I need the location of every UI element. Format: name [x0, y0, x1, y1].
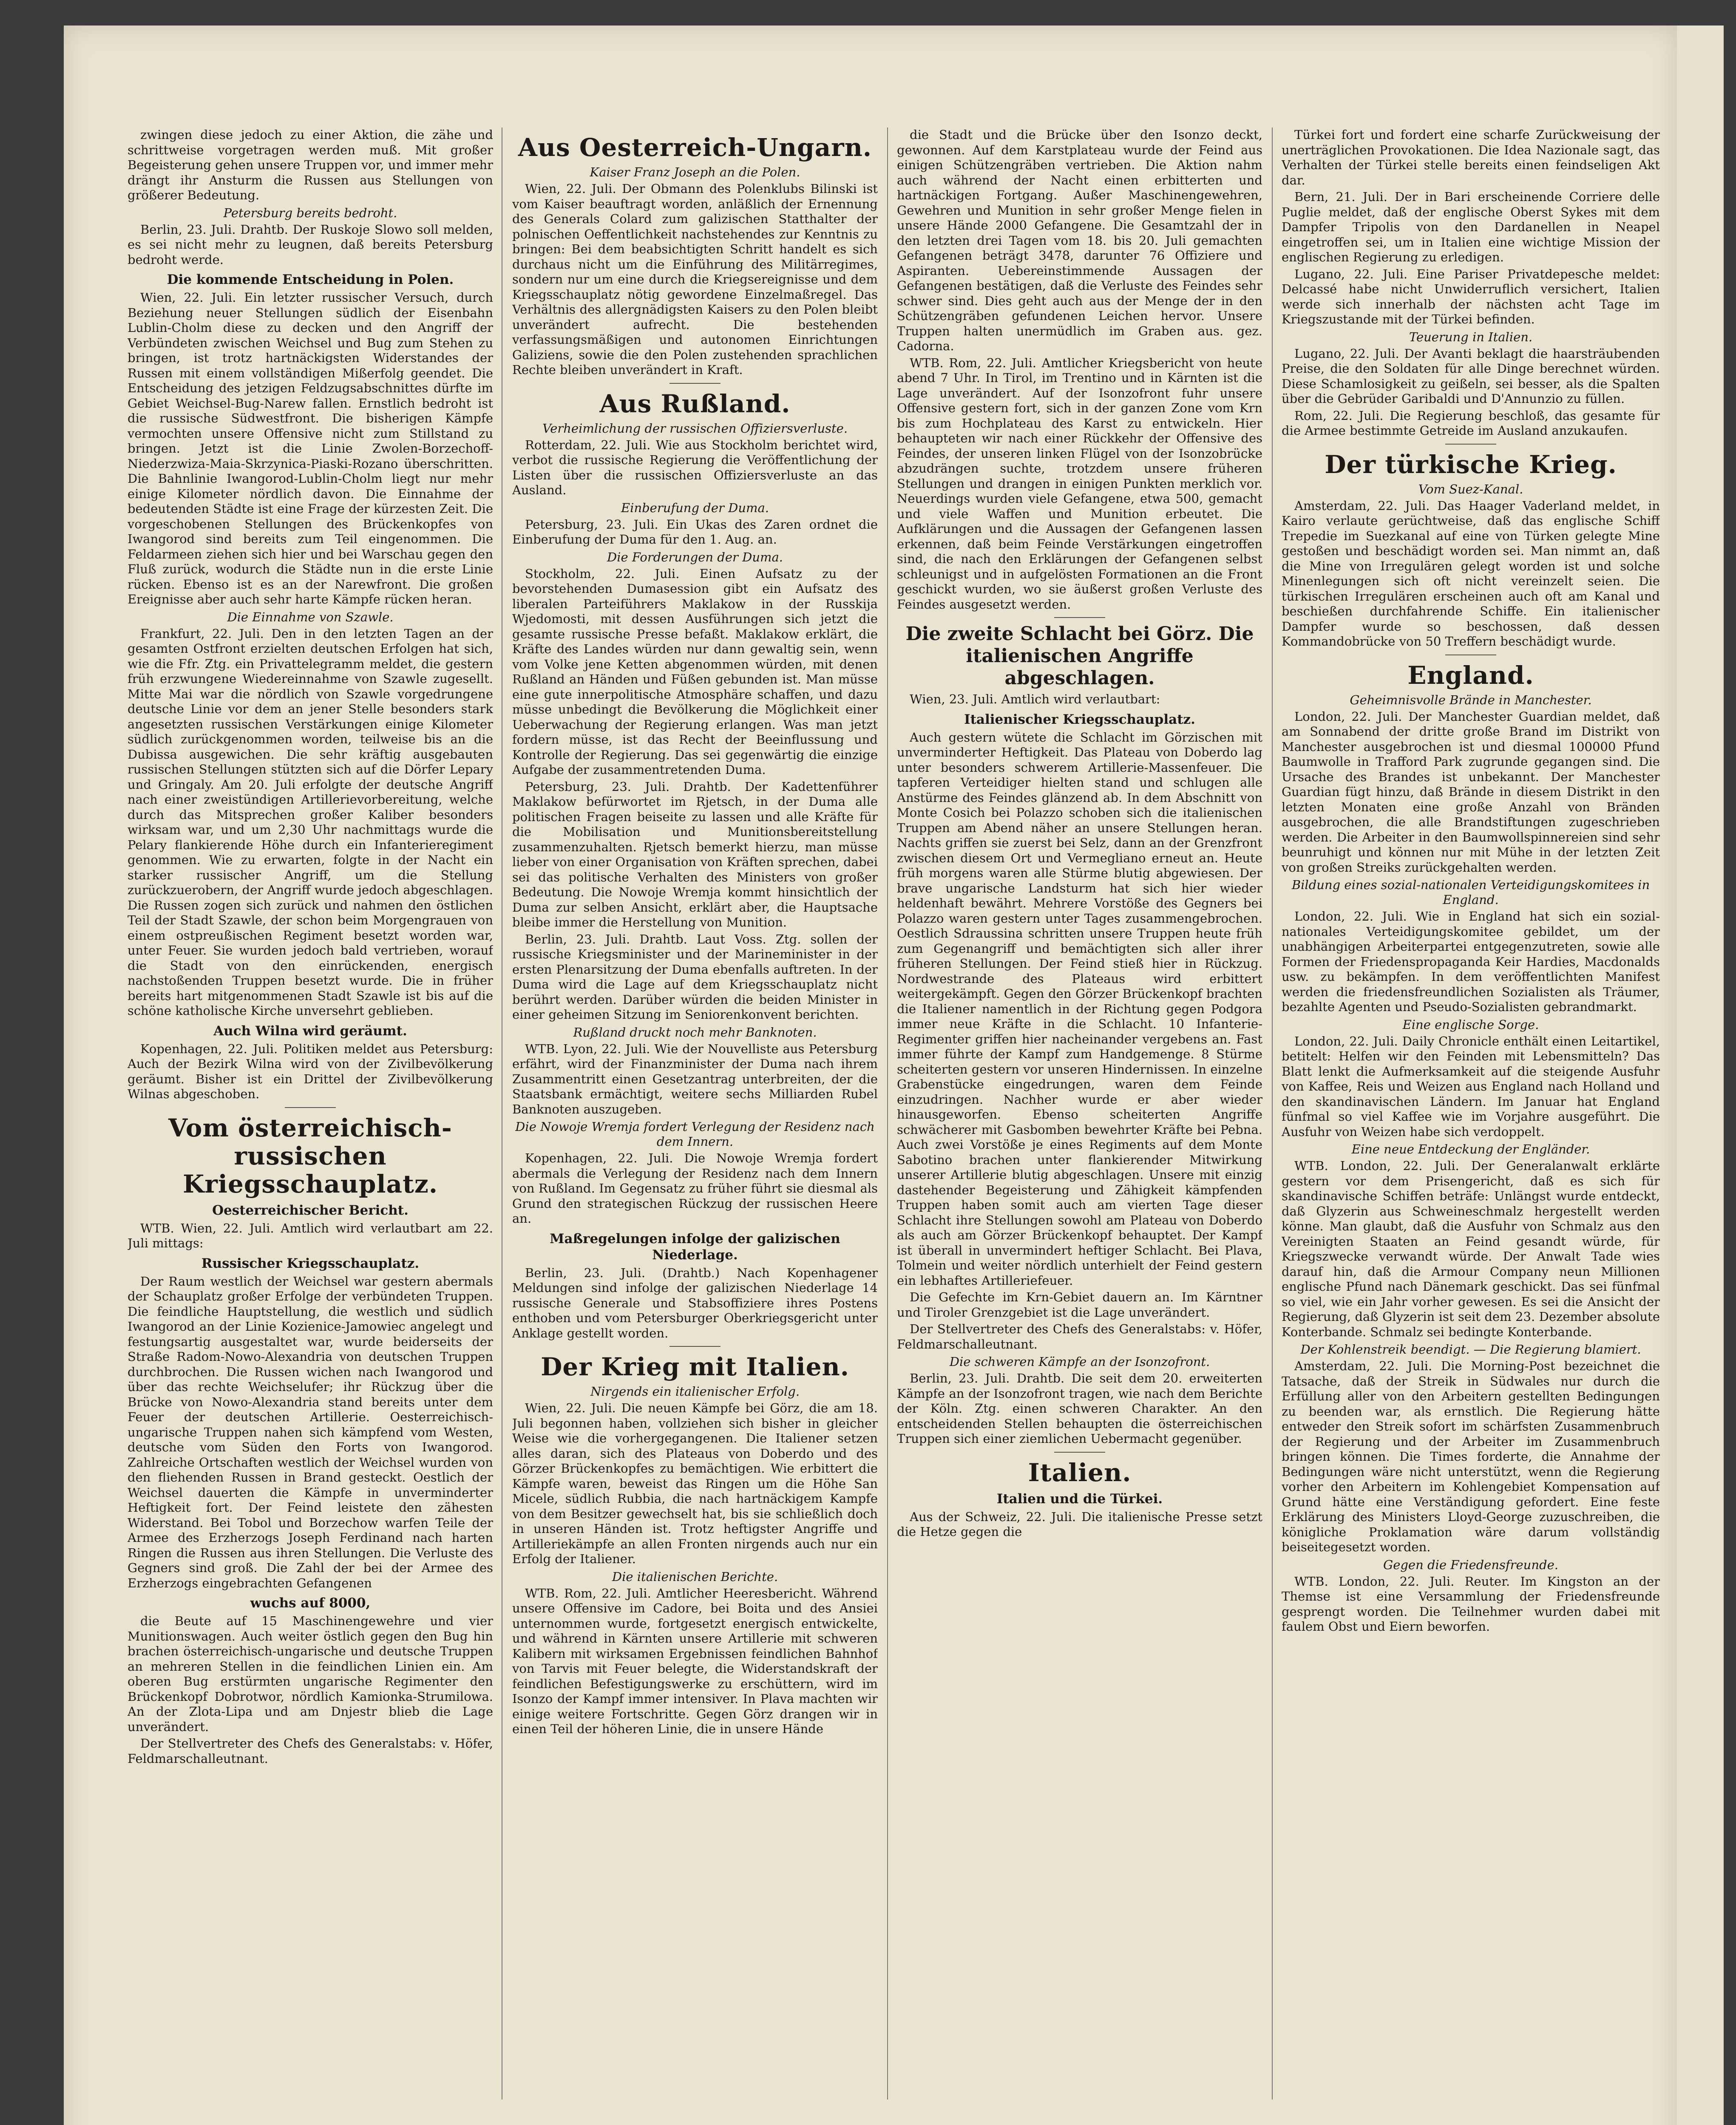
divider	[1054, 1452, 1105, 1453]
signature: Der Stellvertreter des Chefs des Generalstabs: v. Höfer, Feldmarschalleutnant.	[897, 1322, 1262, 1352]
headline: Geheimnisvolle Brände in Manchester.	[1350, 692, 1592, 707]
headline: Rußland druckt noch mehr Banknoten.	[573, 1025, 817, 1040]
article-text: Petersburg, 23. Juli. Ein Ukas des Zaren ordnet die Einberufung der Duma für den 1. Aug. an.	[512, 517, 878, 547]
article-text: Petersburg, 23. Juli. Drahtb. Der Kadettenführer Maklakow befürwortet im Rjetsch, in der Duma alle politischen Fragen beiseite zu lassen und alle Kräfte für die Mobilisation und Munitionsbereitstellung zusammenzuhalten. Rjetsch bemerkt hierzu, man müsse lieber von einer Organisation von Kräften sprechen, dabei sei das politische Verhalten des Ministers von großer Bedeutung. Die Nowoje Wremja kommt hinsichtlich der Duma zur selben Ansicht, erklärt aber, die Hauptsache bleibe immer die Herstellung von Munition.	[512, 779, 878, 929]
article-text: Berlin, 23. Juli. Drahtb. Laut Voss. Ztg. sollen der russische Kriegsminister und der Marineminister in der ersten Plenarsitzung der Duma ebenfalls auftreten. In der Duma wird die Lage auf dem Kriegsschauplatz nicht berührt werden. Darüber würden die beiden Minister in einer geheimen Sitzung im Seniorenkonvent berichten.	[512, 932, 878, 1022]
column-1	[128, 128, 493, 2100]
article-text: Stockholm, 22. Juli. Einen Aufsatz zu der bevorstehenden Dumasession gibt ein Aufsatz des liberalen Parteiführers Maklakow in der Russkija Wjedomosti, mit dessen Ausführungen sich jetzt die gesamte russische Presse befaßt. Maklakow erklärt, die Kräfte des Landes würden nur dann gewaltig sein, wenn vom Volke jene Ketten abgenommen würden, mit denen Rußland an Händen und Füßen gebunden ist. Man müsse eine gute innerpolitische Atmosphäre schaffen, und dazu müsse unbedingt die Bevölkerung die Möglichkeit einer Ueberwachung der Regierung erlangen. Was man jetzt fordern müsse, ist das Recht der Beeinflussung und Kontrolle der Regierung. Das sei gegenwärtig die einzige Aufgabe der zusammentretenden Duma.	[512, 566, 878, 777]
headline: Die Forderungen der Duma.	[607, 550, 783, 564]
article-text: Wien, 22. Juli. Der Obmann des Polenklubs Bilinski ist vom Kaiser beauftragt worden, anläßlich der Ernennung des Generals Colard zum galizischen Statthalter der polnischen Oeffentlichkeit nachstehendes zur Kenntnis zu bringen: Bei dem beabsichtigten Schritt handelt es sich durchaus nicht um die Einführung des Militärregimes, sondern nur um eine durch die Kriegsereignisse und dem Kriegsschauplatz nötig gewordene Einzelmaßregel. Das Verhältnis des allergnädigsten Kaisers zu den Polen bleibt unverändert aufrecht. Die bestehenden verfassungsmäßigen und autonomen Einrichtungen Galiziens, sowie die den Polen zustehenden sprachlichen Rechte bleiben unverändert in Kraft.	[512, 181, 878, 377]
headline: Vom Suez-Kanal.	[1418, 482, 1523, 496]
article-text: Bern, 21. Juli. Der in Bari erscheinende Corriere delle Puglie meldet, daß der englische Oberst Sykes mit dem Dampfer Tripolis von den Dardanellen in Neapel eingetroffen sei, um in Italien eine wichtige Mission der englischen Regierung zu erledigen.	[1282, 190, 1660, 264]
article-text: Amsterdam, 22. Juli. Die Morning-Post bezeichnet die Tatsache, daß der Streik in Südwales nur durch die Erfüllung aller von den Arbeitern gestellten Bedingungen zu beenden war, als ernstlich. Die Regierung hätte entweder den Streik sofort im schärfsten Zusammenbruch der Regierung und der Arbeiter im Zusammenbruch bringen können. Die Times forderte, die Annahme der Bedingungen wäre nicht unterstützt, wenn die Regierung vorher den Arbeitern im Kohlengebiet Kompensation auf Grund hätte eine Verständigung gefordert. Eine feste Erklärung des Ministers Lloyd-George zuzuschreiben, die königliche Proklamation wäre darum vollständig beiseitegesetzt worden.	[1282, 1359, 1660, 1554]
headline: Die Nowoje Wremja fordert Verlegung der Residenz nach dem Innern.	[515, 1119, 875, 1149]
section-title: England.	[1407, 660, 1534, 690]
article-text: die Stadt und die Brücke über den Isonzo deckt, gewonnen. Auf dem Karstplateau wurde der Feind aus einigen Schützengräben vertrieben. Die Aktion nahm auch während der Nacht einen erbitterten und hartnäckigen Fortgang. Außer Maschinengewehren, Gewehren und Munition in sehr großer Menge fielen in unsere Hände 2000 Gefangene. Die Gesamtzahl der in den letzten drei Tagen vom 18. bis 20. Juli gemachten Gefangenen beträgt 3478, darunter 76 Offiziere und Aspiranten. Uebereinstimmende Aussagen der Gefangenen bestätigen, daß die Verluste des Feindes sehr schwer sind. Dies geht auch aus der Menge der in den Schützengräben gefundenen Leichen hervor. Unsere Truppen halten unermüdlich im Graben aus. gez. Cadorna.	[897, 128, 1262, 353]
article-text: Berlin, 23. Juli. Drahtb. Der Ruskoje Slowo soll melden, es sei nicht mehr zu leugnen, daß bereits Petersburg bedroht werde.	[128, 222, 493, 267]
section-title: Aus Oesterreich-Ungarn.	[518, 133, 872, 162]
headline: Kaiser Franz Joseph an die Polen.	[590, 165, 800, 179]
article-text: Auch gestern wütete die Schlacht im Görzischen mit unverminderter Heftigkeit. Das Plateau von Doberdo lag unter besonders schwerem Artillerie-Massenfeuer. Die tapferen Verteidiger hielten stand und schlugen alle Anstürme des Feindes glänzend ab. In dem Abschnitt von Monte Cosich bei Polazzo schoben sich die italienischen Truppen am Abend näher an unsere Stellungen heran. Nachts griffen sie zuerst bei Selz, dann an der Grenzfront zwischen diesem Ort und Vermegliano erneut an. Heute früh morgens waren alle Stürme blutig abgewiesen. Der brave ungarische Landsturm hat sich hier wieder heldenhaft bewährt. Mehrere Vorstöße des Gegners bei Polazzo waren gestern unter Tages zusammengebrochen. Oestlich Sdraussina schritten unsere Truppen heute früh zum Gegenangriff und bemächtigten sich aller ihrer früheren Stellungen. Der Feind stieß hier in Rückzug. Nordwestrande des Plateaus wird erbittert weitergekämpft. Gegen den Görzer Brückenkopf brachten die Italiener namentlich in der Richtung gegen Podgora immer neue Kräfte in die Schlacht. 10 Infanterie-Regimenter griffen hier nacheinander vergebens an. Fast immer führte der Kampf zum Handgemenge. 8 Stürme scheiterten gestern vor unseren Hindernissen. In einzelne Grabenstücke eingedrungen, waren dem Feinde einzudringen. Nachher wurde er aber wieder hinausgeworfen. Ebenso scheiterten Angriffe schwächerer mit Gasbomben bewehrter Kräfte bei Pebna. Auch zwei Vorstöße je eines Regiments auf dem Monte Sabotino brachen unter flankierender Mitwirkung unserer Artillerie blutig abgeschlagen. Unsere mit einzig dastehender Begeisterung und Zähigkeit kämpfenden Truppen haben somit auch am vierten Tage dieser Schlacht ihre Stellungen sowohl am Plateau von Doberdo als auch am Görzer Brückenkopf behauptet. Der Kampf ist überall in unvermindert heftiger Schlacht. Bei Plava, Tolmein und weiter nördlich unterhielt der Feind gestern ein lebhaftes Artilleriefeuer.	[897, 730, 1262, 1288]
column-3	[897, 128, 1262, 2100]
signature: Der Stellvertreter des Chefs des Generalstabs: v. Höfer, Feldmarschalleutnant.	[128, 1736, 493, 1766]
headline: Einberufung der Duma.	[621, 500, 769, 515]
page-edge	[1677, 26, 1724, 2125]
article-text: Frankfurt, 22. Juli. Den in den letzten Tagen an der gesamten Ostfront erzielten deutschen Erfolgen hat sich, wie die Ffr. Ztg. ein Privattelegramm meldet, die gestern früh erzwungene Wiedereinnahme von Szawle zugesellt. Mitte Mai war die nördlich von Szawle vorgedrungene deutsche Linie vor dem an jener Stelle besonders stark angesetzten russischen Verstärkungen einige Kilometer südlich zurückgenommen worden, teilweise bis an die Dubissa ausgewichen. Die sehr kräftig ausgebauten russischen Stellungen stützten sich auf die Dörfer Lepary und Gringaly. Am 20. Juli erfolgte der deutsche Angriff nach einer zweistündigen Artillerievorbereitung, welche durch das Mitsprechen großer Kaliber besonders wirksam war, und um 2,30 Uhr nachmittags wurde die Pelary flankierende Höhe durch ein Infanterieregiment genommen. Wie zu erwarten, folgte in der Nacht ein starker russischer Angriff, um die Stellung zurückzuerobern, der Angriff wurde jedoch abgeschlagen. Die Russen zogen sich zurück und nahmen den östlichen Teil der Stadt Szawle, der schon beim Morgengrauen von einem ostpreußischen Regiment besetzt worden war, unter Feuer. Sie wurden jedoch bald vertrieben, worauf die Stadt von den einrückenden, energisch nachstoßenden Truppen besetzt wurde. Die in früher bereits hart mitgenommenen Stadt Szawle ist bis auf die schöne katholische Kirche unversehrt geblieben.	[128, 626, 493, 1018]
headline: Petersburg bereits bedroht.	[223, 205, 397, 220]
headline: wuchs auf 8000,	[250, 1595, 371, 1611]
divider	[1445, 654, 1496, 655]
headline: Die italienischen Berichte.	[612, 1569, 778, 1584]
divider	[1054, 617, 1105, 618]
headline: Gegen die Friedensfreunde.	[1383, 1557, 1558, 1572]
column-2	[512, 128, 878, 2100]
article-text: zwingen diese jedoch zu einer Aktion, die zähe und schrittweise vorgetragen werden muß. Mit großer Begeisterung gehen unsere Truppen vor, und immer mehr drängt ihr Ansturm die Russen aus Stellungen von größerer Bedeutung.	[128, 128, 493, 202]
headline: Eine neue Entdeckung der Engländer.	[1351, 1142, 1590, 1156]
article-text: London, 22. Juli. Wie in England hat sich ein sozial-nationales Verteidigungskomitee gebildet, um der unabhängigen Arbeiterpartei entgegenzutreten, sowie alle Formen der Friedenspropaganda Keir Hardies, Macdonalds usw. zu bekämpfen. In dem veröffentlichten Manifest werden die friedensfreundlichen Sozialisten als Träumer, bezahlte Agenten und Pseudo-Sozialisten gebrandmarkt.	[1282, 909, 1660, 1014]
article-text: Wien, 22. Juli. Ein letzter russischer Versuch, durch Beziehung neuer Stellungen südlich der Eisenbahn Lublin-Cholm diese zu decken und den Angriff der Verbündeten zwischen Weichsel und Bug zum Stehen zu bringen, ist trotz hartnäckigsten Widerstandes der Russen mit einem vollständigen Mißerfolg geendet. Die Entscheidung des jetzigen Feldzugsabschnittes dürfte im Gebiet Weichsel-Bug-Narew fallen. Ernstlich bedroht ist die russische Südwestfront. Die bisherigen Kämpfe vermochten unsere Offensive nicht zum Stillstand zu bringen. Jetzt ist die Linie Zwolen-Borzechoff-Niederzwiza-Maia-Skrzynica-Piaski-Rozano überschritten. Die Bahnlinie Iwangorod-Lublin-Cholm liegt nur mehr einige Kilometer nördlich davon. Die Einnahme der bedeutenden Städte ist eine Frage der kürzesten Zeit. Die vorgeschobenen Stellungen des Brückenkopfes von Iwangorod sind bereits zum Teil eingenommen. Die Feldarmeen ziehen sich hier und bei Warschau gegen den Fluß zurück, wodurch die Städte nun in die erste Linie rücken. Ebenso ist es an der Narewfront. Die großen Ereignisse aber auch sehr harte Kämpfe rücken heran.	[128, 290, 493, 606]
article-text: Wien, 23. Juli. Amtlich wird verlautbart:	[910, 692, 1160, 706]
headline: Verheimlichung der russischen Offiziersverluste.	[542, 421, 848, 436]
article-text: WTB. Wien, 22. Juli. Amtlich wird verlautbart am 22. Juli mittags:	[128, 1221, 493, 1250]
headline: Eine englische Sorge.	[1402, 1017, 1539, 1032]
headline: Italienischer Kriegsschauplatz.	[964, 711, 1195, 727]
article-text: London, 22. Juli. Daily Chronicle enthält einen Leitartikel, betitelt: Helfen wir den Feinden mit Lebensmitteln? Das Blatt lenkt die Aufmerksamkeit auf die steigende Ausfuhr von Kaffee, Reis und Weizen aus England nach Holland und den skandinavischen Ländern. Im Januar hat England fünfmal so viel Kaffee wie im Vorjahre ausgeführt. Die Ausfuhr von Weizen habe sich verdoppelt.	[1282, 1034, 1660, 1139]
article-text: Kopenhagen, 22. Juli. Die Nowoje Wremja fordert abermals die Verlegung der Residenz nach dem Innern von Rußland. Im Gegensatz zu früher führt sie diesmal als Grund den strategischen Rückzug der russischen Heere an.	[512, 1151, 878, 1226]
article-text: WTB. Lyon, 22. Juli. Wie der Nouvelliste aus Petersburg erfährt, wird der Finanzminister der Duma nach ihrem Zusammentritt einen Gesetzantrag unterbreiten, der die Staatsbank ermächtigt, weitere sechs Milliarden Rubel Banknoten auszugeben.	[512, 1041, 878, 1116]
article-text: die Beute auf 15 Maschinengewehre und vier Munitionswagen. Auch weiter östlich gegen den Bug hin brachen österreichisch-ungarische und deutsche Truppen an mehreren Stellen in die feindlichen Linien ein. Am oberen Bug erstürmten ungarische Regimenter den Brückenkopf Dobrotwor, nördlich Kamionka-Strumilowa. An der Zlota-Lipa und am Dnjestr blieb die Lage unverändert.	[128, 1614, 493, 1734]
headline: Der Kohlenstreik beendigt. — Die Regierung blamiert.	[1300, 1342, 1641, 1357]
article-text: WTB. Rom, 22. Juli. Amtlicher Heeresbericht. Während unsere Offensive im Cadore, bei Boita und des Ansiei unternommen wurde, fortgesetzt energisch entwickelte, und während in Kärnten unsere Artillerie mit schweren Kalibern mit wirksamen Ergebnissen feindlichen Bahnhof von Tarvis mit Feuer belegte, die Widerstandskraft der feindlichen Befestigungswerke zu erschüttern, wird im Isonzo der Kampf immer intensiver. In Plava machten wir einige weitere Fortschritte. Gegen Görz drangen wir in einen Teil der höheren Linie, die in unsere Hände	[512, 1586, 878, 1736]
section-title: Der türkische Krieg.	[1325, 450, 1617, 479]
headline: Nirgends ein italienischer Erfolg.	[590, 1384, 800, 1399]
headline: Die kommende Entscheidung in Polen.	[167, 272, 454, 287]
article-text: Der Raum westlich der Weichsel war gestern abermals der Schauplatz großer Erfolge der verbündeten Truppen. Die feindliche Hauptstellung, die westlich und südlich Iwangorod an der Linie Kozienice-Jamowiec angelegt und festungsartig ausgestaltet war, wurde beiderseits der Straße Radom-Nowo-Alexandria von deutschen Truppen durchbrochen. Die Russen wichen nach Iwangorod und über das rechte Weichselufer; ihr Rückzug über die Brücke von Nowo-Alexandria stand bereits unter dem Feuer der deutschen Artillerie. Oesterreichisch-ungarische Truppen nahen sich kämpfend vom Westen, deutsche vom Süden den Forts von Iwangorod. Zahlreiche Ortschaften westlich der Weichsel wurden von den fliehenden Russen in Brand gesteckt. Oestlich der Weichsel dauerten die Kämpfe in unverminderter Heftigkeit fort. Der Feind leistete den zähesten Widerstand. Bei Tobol und Borzechow warfen Teile der Armee des Erzherzogs Joseph Ferdinand nach harten Ringen die Russen aus ihren Stellungen. Die Verluste des Gegners sind groß. Die Zahl der bei der Armee des Erzherzogs eingebrachten Gefangenen	[128, 1274, 493, 1590]
divider	[669, 1346, 720, 1347]
headline: Oesterreichischer Bericht.	[212, 1202, 408, 1218]
article-text: Türkei fort und fordert eine scharfe Zurückweisung der unerträglichen Provokationen. Die Idea Nazionale sagt, das Verhalten der Türkei stelle bereits einen feindseligen Akt dar.	[1282, 128, 1660, 187]
section-title: Aus Rußland.	[599, 389, 791, 418]
article-text: WTB. London, 22. Juli. Reuter. Im Kingston an der Themse ist eine Versammlung der Friedensfreunde gesprengt worden. Die Teilnehmer wurden dabei mit faulem Obst und Eiern beworfen.	[1282, 1574, 1660, 1634]
article-text: Berlin, 23. Juli. (Drahtb.) Nach Kopenhagener Meldungen sind infolge der galizischen Niederlage 14 russische Generale und Stabsoffiziere ihres Postens enthoben und vom Petersburger Oberkriegsgericht unter Anklage gestellt worden.	[512, 1265, 878, 1340]
column-rule	[1272, 128, 1273, 2100]
article-text: Berlin, 23. Juli. Drahtb. Die seit dem 20. erweiterten Kämpfe an der Isonzofront tragen, wie nach dem Berichte der Köln. Ztg. einen schweren Charakter. An den entscheidenden Stellen behaupten die österreichischen Truppen sich einer ziemlichen Uebermacht gegenüber.	[897, 1371, 1262, 1446]
headline: Die schweren Kämpfe an der Isonzofront.	[949, 1354, 1210, 1369]
article-text: Rom, 22. Juli. Die Regierung beschloß, das gesamte für die Armee bestimmte Getreide im Ausland anzukaufen.	[1282, 408, 1660, 438]
article-text: Die Gefechte im Krn-Gebiet dauern an. Im Kärntner und Tiroler Grenzgebiet ist die Lage unverändert.	[897, 1290, 1262, 1320]
article-text: WTB. London, 22. Juli. Der Generalanwalt erklärte gestern vor dem Prisengericht, daß es sich für skandinavische Schiffen beträfe: Unlängst wurde entdeckt, daß Glyzerin aus Schweineschmalz hergestellt werden könne. Man glaubt, daß die Ausfuhr von Schmalz aus den Vereinigten Staaten an Feind gesandt würde, für Kriegszwecke verwandt würde. Der Anwalt Tade wies darauf hin, daß die Armour Company neun Millionen englische Pfund nach Dänemark geschickt. Das sei fünfmal so viel, wie ein Jahr vorher gewesen. Es sei die Ansicht der Regierung, daß Glyzerin ist seit dem 23. Dezember absolute Konterbande. Schmalz sei bedingte Konterbande.	[1282, 1159, 1660, 1339]
section-title: Vom österreichisch-russischen Kriegsschauplatz.	[168, 1113, 452, 1198]
divider	[1445, 444, 1496, 445]
article-text: London, 22. Juli. Der Manchester Guardian meldet, daß am Sonnabend der dritte große Brand im Distrikt von Manchester ausgebrochen ist und diesmal 100000 Pfund Baumwolle in Trafford Park zugrunde gegangen sind. Die Ursache des Brandes ist unbekannt. Der Manchester Guardian fügt hinzu, daß Brände in diesem Distrikt in den letzten Monaten eine große Anzahl von Bränden ausgebrochen, die alle Brandstiftungen zugeschrieben werden. Die Arbeiter in den Baumwollspinnereien sind sehr beunruhigt und können nur mit Mühe in der letzten Zeit von großen Streiks zurückgehalten werden.	[1282, 709, 1660, 875]
article-text: Aus der Schweiz, 22. Juli. Die italienische Presse setzt die Hetze gegen die	[897, 1509, 1262, 1539]
article-text: Amsterdam, 22. Juli. Das Haager Vaderland meldet, in Kairo verlaute gerüchtweise, daß das englische Schiff Trepedie im Suezkanal auf eine von Türken gelegte Mine gestoßen und beschädigt worden sei. Man nimmt an, daß die Mine von Irregulären gelegt worden ist und solche Minenlegungen sich oft nicht vereinzelt seien. Die türkischen Irregulären erscheinen auch oft am Kanal und beschießen durchfahrende Schiffe. Ein italienischer Dampfer wurde so beschossen, daß dessen Kommandobrücke von 50 Treffern beschädigt wurde.	[1282, 498, 1660, 649]
column-rule	[887, 128, 888, 2100]
headline: Russischer Kriegsschauplatz.	[201, 1255, 420, 1271]
article-text: Rotterdam, 22. Juli. Wie aus Stockholm berichtet wird, verbot die russische Regierung die Veröffentlichung der Listen über die russischen Offiziersverluste an das Ausland.	[512, 437, 878, 497]
headline: Teuerung in Italien.	[1409, 329, 1533, 344]
article-text: Lugano, 22. Juli. Der Avanti beklagt die haarsträubenden Preise, die den Soldaten für alle Dinge berechnet würden. Diese Schamlosigkeit zu geißeln, sei besser, als die Spalten über die Gebrüder Garibaldi und D'Annunzio zu füllen.	[1282, 346, 1660, 406]
section-title: Der Krieg mit Italien.	[541, 1352, 849, 1381]
section-title: Die zweite Schlacht bei Görz. Die italienischen Angriffe abgeschlagen.	[905, 623, 1254, 689]
divider	[285, 1107, 336, 1108]
article-text: Kopenhagen, 22. Juli. Politiken meldet aus Petersburg: Auch der Bezirk Wilna wird von der Zivilbevölkerung geräumt. Bisher ist ein Drittel der Zivilbevölkerung Wilnas abgeschoben.	[128, 1041, 493, 1101]
article-text: WTB. Rom, 22. Juli. Amtlicher Kriegsbericht von heute abend 7 Uhr. In Tirol, im Trentino und in Kärnten ist die Lage unverändert. Auf der Isonzofront fuhr unsere Offensive gestern fort, sich in der ganzen Zone vom Krn bis zum Hochplateau des Karst zu entwickeln. Hier behaupteten wir nach einer Rückkehr der Offensive des Feindes, der unseren linken Flügel von der Isonzobrücke abzudrängen suchte, trotzdem unsere früheren Stellungen und drangen in einigen Punkten merklich vor. Neuerdings wurden viele Gefangene, etwa 500, gemacht und viele Waffen und Munition erbeutet. Die Aufklärungen und die Aussagen der Gefangenen lassen erkennen, daß beim Feinde Verstärkungen eingetroffen sind, die nach den Erklärungen der Gefangenen selbst schleunigst und in aufgelösten Formationen an die Front geschickt wurden, wo sie äußerst großen Verluste des Feindes ausgesetzt werden.	[897, 355, 1262, 612]
headline: Die Einnahme von Szawle.	[227, 609, 394, 624]
article-text: Lugano, 22. Juli. Eine Pariser Privatdepesche meldet: Delcassé habe nicht Unwiderruflich versichert, Italien werde sich innerhalb der nächsten acht Tage im Kriegszustande mit der Türkei befinden.	[1282, 266, 1660, 326]
headline: Italien und die Türkei.	[996, 1491, 1163, 1507]
article-text: Wien, 22. Juli. Die neuen Kämpfe bei Görz, die am 18. Juli begonnen haben, vollziehen sich bisher in gleicher Weise wie die vorhergegangenen. Die Italiener setzen alles daran, sich des Plateaus von Doberdo und des Görzer Brückenkopfes zu bemächtigen. Wie erbittert die Kämpfe waren, beweist das Ringen um die Höhe San Micele, südlich Rubbia, die nach hartnäckigem Kampfe von dem Besitzer gewechselt hat, bis sie schließlich doch in unseren Händen ist. Trotz heftigster Angriffe und Artilleriekämpfe an allen Fronten nirgends auch nur ein Erfolg der Italiener.	[512, 1401, 878, 1566]
divider	[669, 383, 720, 384]
headline: Auch Wilna wird geräumt.	[213, 1023, 407, 1039]
headline: Maßregelungen infolge der galizischen Niederlage.	[550, 1231, 840, 1263]
headline: Bildung eines sozial-nationalen Verteidigungskomitees in England.	[1291, 878, 1650, 907]
column-4	[1282, 128, 1660, 2100]
section-title: Italien.	[1028, 1458, 1132, 1487]
